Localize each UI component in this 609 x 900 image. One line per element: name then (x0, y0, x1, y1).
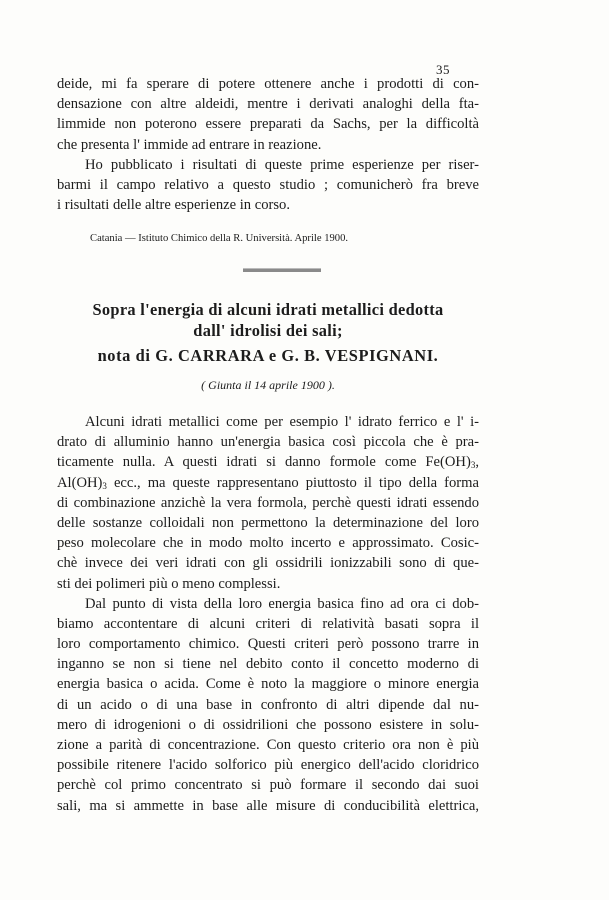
received-date: ( Giunta il 14 aprile 1900 ). (201, 378, 335, 392)
text-line: peso molecolare che in modo molto incerto e approssimato. Cosic- (57, 535, 479, 552)
text-line: che presenta l' immide ad entrare in reazione. (57, 136, 322, 153)
text-line: di un acido o di una base in confronto di altri dipende dal nu- (57, 696, 479, 713)
text-span: ecc., ma queste rappresentano piuttosto il tipo della forma (106, 474, 479, 491)
text-line: loro comportamento chimico. Questi criteri però possono trarre in (57, 636, 479, 653)
text-line: energia basica o acida. Come è noto la maggiore o minore energia (57, 676, 479, 693)
text-line: sti dei polimeri più o meno complessi. (57, 575, 281, 592)
page-number: 35 (436, 62, 450, 77)
affiliation-line: Catania — Istituto Chimico della R. Università. Aprile 1900. (90, 233, 349, 244)
text-line: limmide non poterono essere preparati da Sachs, per la difficoltà (57, 116, 479, 133)
text-line: Dal punto di vista della loro energia basica fino ad ora ci dob- (85, 595, 479, 612)
text-line: possibile ritenere l'acido solforico più energico dell'acido cloridrico (57, 757, 479, 774)
text-line: delle sostanze colloidali non permettono la determinazione del loro (57, 514, 479, 531)
article-authors: nota di G. CARRARA e G. B. VESPIGNANI. (97, 346, 439, 365)
text-span: ticamente nulla. A questi idrati si danno formole come Fe(OH) (57, 454, 471, 471)
text-line: barmi il campo relativo a questo studio ; comunicherò fra breve (57, 176, 479, 193)
formula-text: Al(OH) (57, 474, 103, 491)
text-line: drato di alluminio hanno un'energia basica così piccola che è pra- (57, 434, 479, 451)
formula-subscript: 3 (470, 460, 476, 471)
text-line (57, 473, 479, 493)
text-line: inganno se non si tiene nel debito conto il concetto moderno di (57, 656, 479, 673)
text-line: deide, mi fa sperare di potere ottenere anche i prodotti di con- (57, 76, 479, 92)
article-body (57, 412, 479, 816)
text-line: chè invece dei veri idrati con gli ossidrili ionizzabili sono di que- (57, 555, 479, 572)
text-span: , (475, 454, 479, 471)
article-title-line-2: dall' idrolisi dei sali; (193, 321, 343, 340)
text-line: di combinazione anzichè la vera formola, perchè questi idrati essendo (57, 494, 479, 511)
formula-subscript: 3 (102, 480, 107, 491)
text-line: densazione con altre aldeidi, mentre i derivati analoghi della fta- (57, 96, 479, 113)
text-line: biamo accontentare di alcuni criteri di relatività basati sopra il (57, 615, 479, 632)
text-line: sali, ma si ammette in base alle misure di conducibilità elettrica, (57, 797, 479, 814)
section-divider (243, 268, 321, 272)
text-line: perchè col primo concentrato si può formare il secondo dai suoi (57, 777, 479, 794)
text-line: i risultati delle altre esperienze in corso. (57, 197, 291, 214)
text-line: mero di idrogenioni o di ossidrilioni che possono esistere in solu- (57, 716, 479, 733)
article-title-line-1: Sopra l'energia di alcuni idrati metallici dedotta (92, 300, 444, 319)
text-line: Alcuni idrati metallici come per esempio l' idrato ferrico e l' i- (85, 414, 479, 430)
text-line (57, 452, 479, 472)
text-line: Ho pubblicato i risultati di queste prime esperienze per riser- (85, 156, 479, 173)
text-line: zione a parità di concentrazione. Con questo criterio ora non è più (57, 737, 479, 753)
intro-text (57, 74, 479, 215)
